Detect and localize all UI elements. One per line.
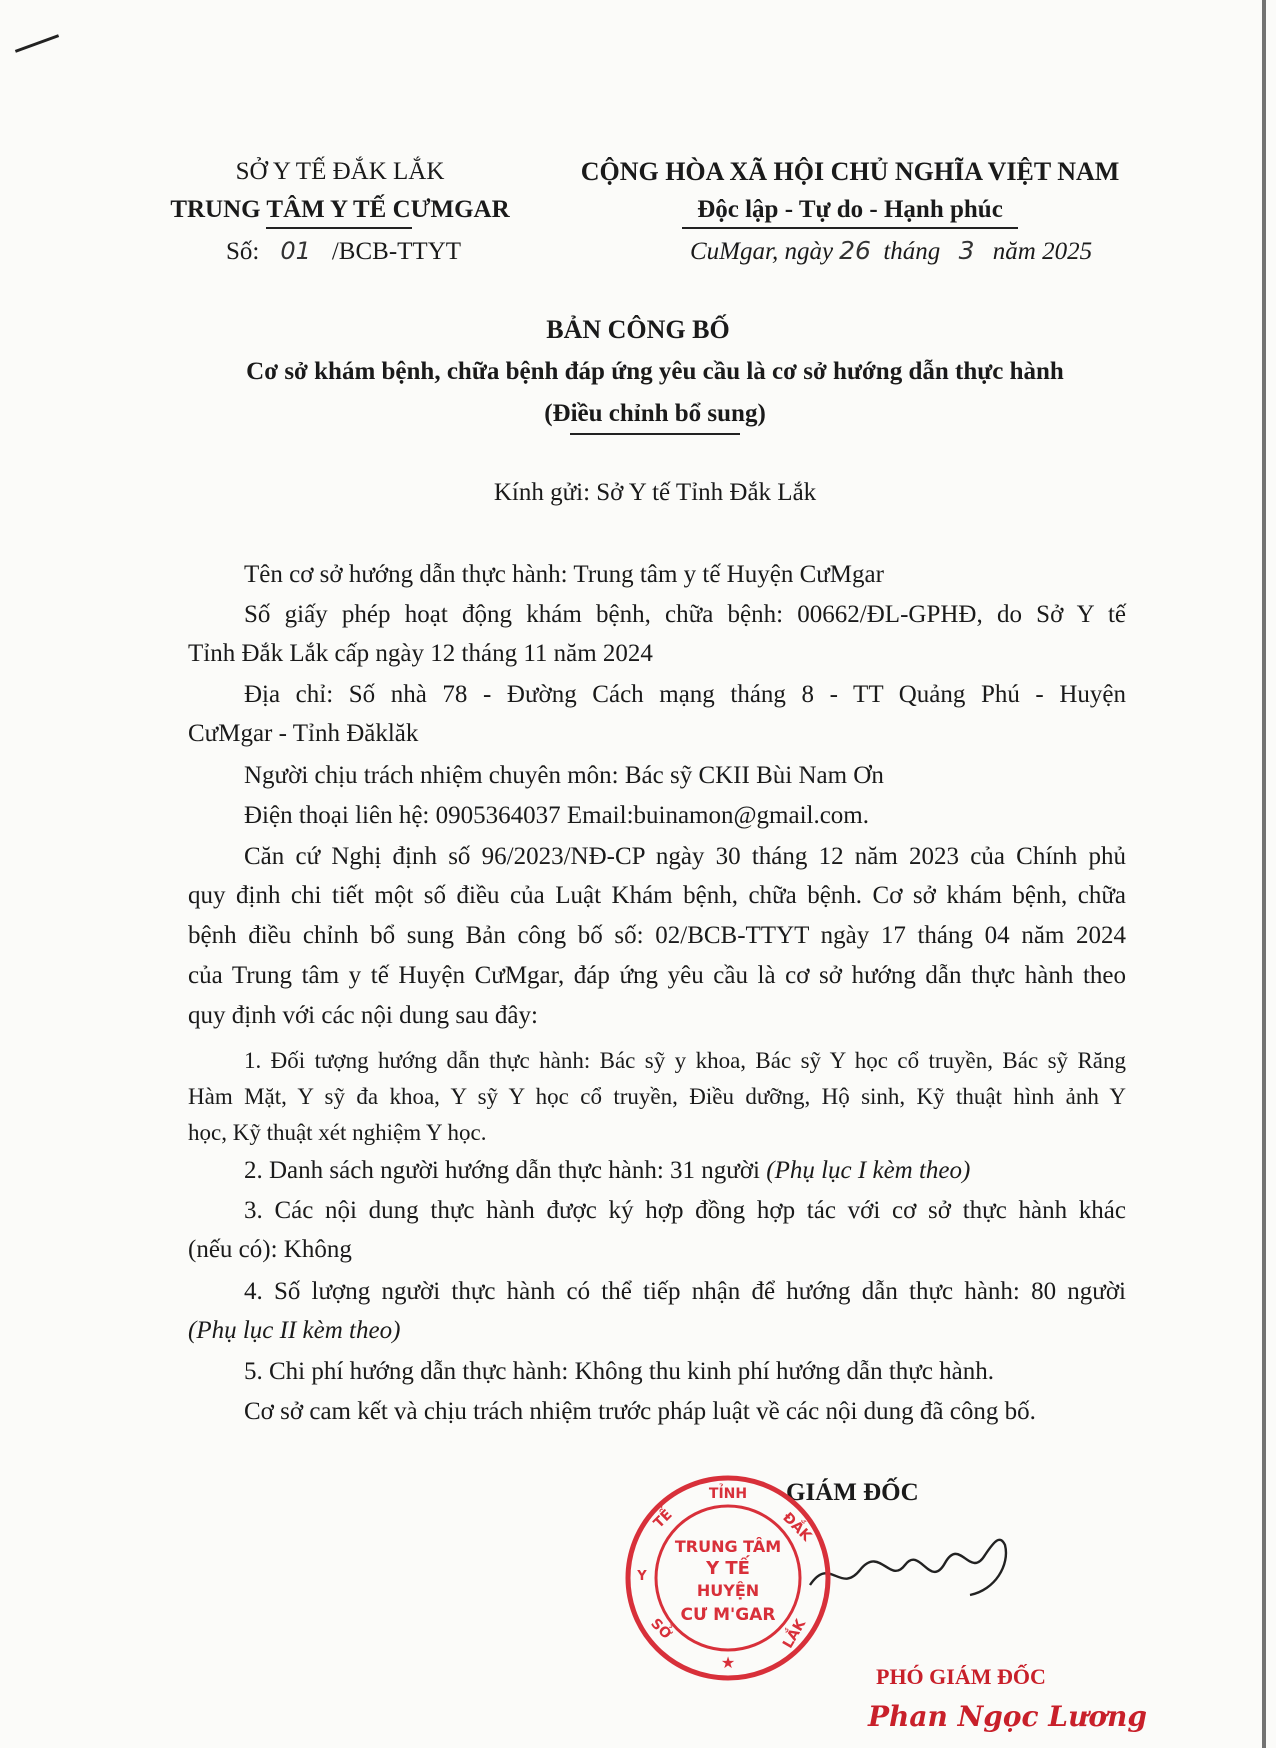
license-line-1: Số giấy phép hoạt động khám bệnh, chữa bệnh: 00662/ĐL-GPHĐ, do Sở Y tế [244, 601, 1126, 628]
document-subtitle-note: (Điều chỉnh bổ sung) [544, 400, 766, 427]
stamp-ring-y: Y [637, 1569, 647, 1584]
stamp-ring-lak: LẮK [779, 1616, 810, 1652]
stamp-star-icon: ★ [720, 1653, 736, 1672]
item-5: 5. Chi phí hướng dẫn thực hành: Không thu kinh phí hướng dẫn thực hành. [244, 1358, 995, 1385]
date-year: năm 2025 [992, 238, 1093, 265]
address-line-2: CưMgar - Tỉnh Đăklăk [188, 720, 419, 747]
recipient: Kính gửi: Sở Y tế Tỉnh Đắk Lắk [493, 479, 817, 506]
scan-mark [15, 34, 59, 53]
item-3-line-1: 3. Các nội dung thực hành được ký hợp đồng hợp tác với cơ sở thực hành khác [244, 1197, 1126, 1224]
item-1-line-3: học, Kỹ thuật xét nghiệm Y học. [188, 1120, 487, 1145]
stamp-text-line-4: CƯ M'GAR [680, 1605, 776, 1625]
stamp-text-line-3: HUYỆN [696, 1581, 760, 1600]
stamp-ring-te: TẾ [650, 1506, 676, 1532]
header-organization: TRUNG TÂM Y TẾ CƯMGAR [170, 196, 510, 223]
signer-name: Phan Ngọc Lương [868, 1700, 1147, 1733]
item-4-appendix: (Phụ lục II kèm theo) [188, 1317, 401, 1344]
stamp-ring-dak: ĐẮK [779, 1509, 815, 1545]
basis-line-1: Căn cứ Nghị định số 96/2023/NĐ-CP ngày 30 tháng 12 năm 2023 của Chính phủ [244, 843, 1126, 870]
item-2-appendix: (Phụ lục I kèm theo) [766, 1157, 971, 1184]
signer-role: GIÁM ĐỐC [786, 1479, 919, 1506]
date-day-handwritten: 26 [839, 236, 871, 265]
responsible-person: Người chịu trách nhiệm chuyên môn: Bác sỹ CKII Bùi Nam Ơn [244, 762, 884, 789]
facility-name: Tên cơ sở hướng dẫn thực hành: Trung tâm y tế Huyện CưMgar [244, 561, 884, 588]
address-line-1: Địa chỉ: Số nhà 78 - Đường Cách mạng tháng 8 - TT Quảng Phú - Huyện [244, 681, 1126, 708]
item-4-line-1: 4. Số lượng người thực hành có thể tiếp nhận để hướng dẫn thực hành: 80 người [244, 1278, 1126, 1305]
contact-info: Điện thoại liên hệ: 0905364037 Email:buinamon@gmail.com. [244, 802, 869, 829]
basis-line-5: quy định với các nội dung sau đây: [188, 1002, 538, 1029]
date-place: CuMgar, ngày [690, 238, 834, 265]
document-title: BẢN CÔNG BỐ [546, 315, 730, 344]
date-month-handwritten: 3 [958, 236, 975, 265]
item-2 [244, 1154, 970, 1188]
official-stamp [618, 1468, 838, 1688]
document-number-suffix: /BCB-TTYT [331, 238, 462, 265]
date-month-label: tháng [883, 238, 941, 265]
national-title: CỘNG HÒA XÃ HỘI CHỦ NGHĨA VIỆT NAM [580, 157, 1120, 186]
stamp-ring-so: SỞ [647, 1615, 675, 1643]
stamp-text-line-1: TRUNG TÂM [674, 1537, 782, 1556]
basis-line-3: bệnh điều chỉnh bổ sung Bản công bố số: 02/BCB-TTYT ngày 17 tháng 04 năm 2024 [188, 922, 1126, 949]
item-2-text: 2. Danh sách người hướng dẫn thực hành: 31 người [244, 1157, 761, 1184]
item-1-line-2: Hàm Mặt, Y sỹ đa khoa, Y sỹ Y học cổ truyền, Điều dưỡng, Hộ sinh, Kỹ thuật hình ảnh Y [188, 1084, 1126, 1109]
header-org-underline [266, 227, 412, 229]
title-underline [570, 433, 740, 435]
document-date [690, 234, 1092, 269]
basis-line-4: của Trung tâm y tế Huyện CưMgar, đáp ứng yêu cầu là cơ sở hướng dẫn thực hành theo [188, 962, 1126, 989]
basis-line-2: quy định chi tiết một số điều của Luật Khám bệnh, chữa bệnh. Cơ sở khám bệnh, chữa [188, 882, 1126, 909]
deputy-director-title: PHÓ GIÁM ĐỐC [876, 1664, 1046, 1689]
item-3-line-2: (nếu có): Không [188, 1236, 352, 1263]
commitment: Cơ sở cam kết và chịu trách nhiệm trước pháp luật về các nội dung đã công bố. [244, 1398, 1036, 1425]
header-agency: SỞ Y TẾ ĐẮK LẮK [235, 158, 445, 185]
document-number-label: Số: [226, 238, 260, 265]
document-subtitle: Cơ sở khám bệnh, chữa bệnh đáp ứng yêu cầu là cơ sở hướng dẫn thực hành [246, 358, 1064, 385]
item-1-line-1: 1. Đối tượng hướng dẫn thực hành: Bác sỹ y khoa, Bác sỹ Y học cổ truyền, Bác sỹ Răng [244, 1048, 1126, 1073]
signature-stroke [810, 1540, 1006, 1595]
document-number-handwritten: 01 [280, 237, 311, 265]
scan-edge [1262, 0, 1266, 1748]
license-line-2: Tỉnh Đắk Lắk cấp ngày 12 tháng 11 năm 2024 [188, 640, 653, 667]
document-number [226, 234, 461, 269]
national-motto: Độc lập - Tự do - Hạnh phúc [697, 196, 1003, 223]
stamp-ring-province: TỈNH [708, 1486, 748, 1502]
stamp-text-line-2: Y TẾ [706, 1558, 750, 1579]
national-motto-underline [682, 227, 1018, 229]
